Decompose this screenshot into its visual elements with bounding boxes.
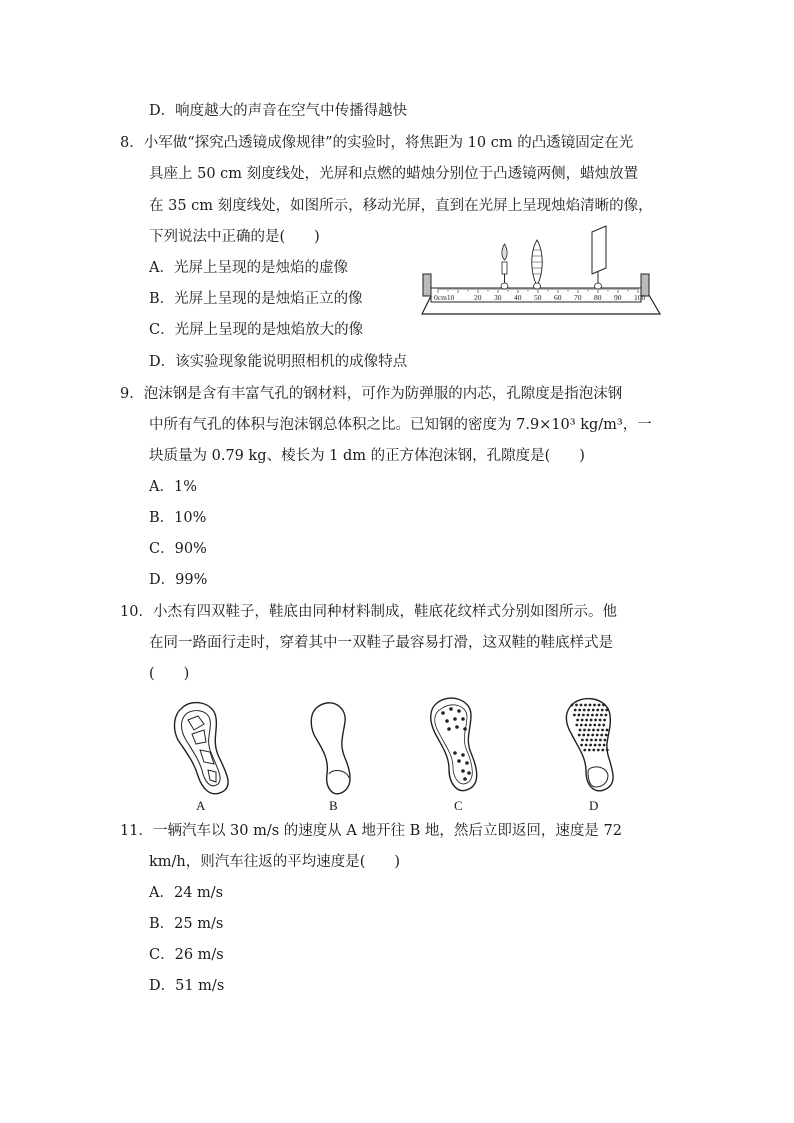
candle [501, 244, 508, 289]
light-screen [592, 226, 606, 289]
q10-line-2: 在同一路面行走时，穿着其中一双鞋子最容易打滑，这双鞋的鞋底样式是 [149, 635, 613, 651]
shoe-sole-b [311, 703, 350, 794]
q9-option-b: B．10% [149, 510, 207, 526]
bench-tick-label: 20 [474, 293, 482, 302]
q9-option-d: D．99% [149, 572, 208, 588]
q8-option-d: D．该实验现象能说明照相机的成像特点 [149, 354, 408, 370]
shoe-label-d: D [589, 798, 599, 813]
q9-line-2: 中所有气孔的体积与泡沫钢总体积之比。已知钢的密度为 7.9×10³ kg/m³，一 [149, 417, 652, 433]
bench-tick-label: 80 [594, 293, 602, 302]
bench-tick-label: 50 [534, 293, 542, 302]
q11-line-1: 11．一辆汽车以 30 m/s 的速度从 A 地开往 B 地，然后立即返回，速度是 72 [120, 823, 622, 839]
shoe-sole-a [175, 703, 229, 794]
q11-option-c: C．26 m/s [149, 947, 224, 963]
bench-tick-label: 30 [494, 293, 502, 302]
bench-tick-label: 70 [574, 293, 582, 302]
q8-option-a: A．光屏上呈现的是烛焰的虚像 [149, 260, 348, 276]
q9-option-c: C．90% [149, 541, 207, 557]
q11-line-2: km/h，则汽车往返的平均速度是( ) [149, 854, 401, 870]
shoe-sole-d [566, 699, 613, 791]
q11-option-b: B．25 m/s [149, 916, 224, 932]
bench-tick-label: 90 [614, 293, 622, 302]
bench-tick-label: 40 [514, 293, 522, 302]
bench-tick-label: 0cm10 [434, 293, 455, 302]
q9-line-3: 块质量为 0.79 kg、棱长为 1 dm 的正方体泡沫钢，孔隙度是( ) [149, 448, 585, 464]
q10-line-3: ( ) [149, 666, 190, 682]
shoe-sole-c [431, 698, 477, 790]
shoe-label-a: A [196, 798, 206, 813]
q9-option-a: A．1% [149, 479, 197, 495]
q8-option-c: C．光屏上呈现的是烛焰放大的像 [149, 322, 364, 338]
q11-option-d: D．51 m/s [149, 978, 225, 994]
shoe-label-c: C [454, 798, 463, 813]
convex-lens [532, 240, 543, 289]
q7-option-d: D．响度越大的声音在空气中传播得越快 [149, 103, 408, 119]
q8-line-1: 8．小军做“探究凸透镜成像规律”的实验时，将焦距为 10 cm 的凸透镜固定在光 [120, 135, 634, 151]
bench-tick-label: 100 [634, 293, 646, 302]
shoe-label-b: B [329, 798, 338, 813]
bench-left-post [423, 274, 431, 296]
shoe-soles-figure [160, 695, 630, 800]
q8-line-3: 在 35 cm 刻度线处，如图所示，移动光屏，直到在光屏上呈现烛焰清晰的像， [149, 198, 653, 214]
q8-line-2: 具座上 50 cm 刻度线处，光屏和点燃的蜡烛分别位于凸透镜两侧，蜡烛放置 [149, 166, 639, 182]
q10-line-1: 10．小杰有四双鞋子，鞋底由同种材料制成，鞋底花纹样式分别如图所示。他 [120, 604, 617, 620]
q8-line-4: 下列说法中正确的是( ) [149, 229, 320, 245]
q8-option-b: B．光屏上呈现的是烛焰正立的像 [149, 291, 363, 307]
q11-option-a: A．24 m/s [149, 885, 224, 901]
q9-line-1: 9．泡沫钢是含有丰富气孔的钢材料，可作为防弹服的内芯，孔隙度是指泡沫钢 [120, 386, 623, 402]
optical-bench-figure [420, 222, 665, 317]
bench-tick-label: 60 [554, 293, 562, 302]
